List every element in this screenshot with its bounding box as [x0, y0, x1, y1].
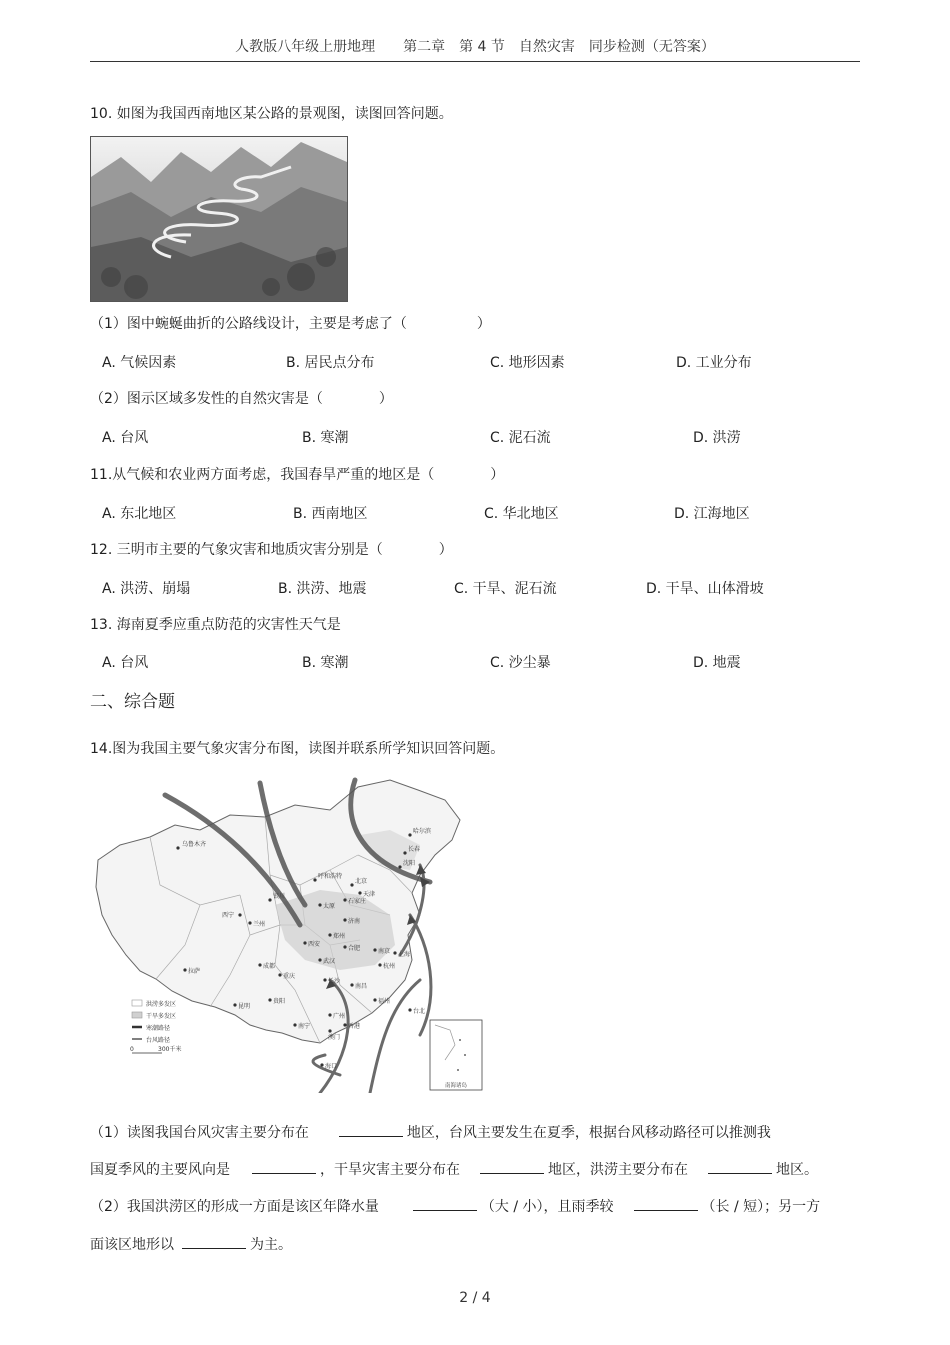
map-city-label: 长沙	[328, 978, 341, 985]
legend-cold-wave: 寒潮路径	[146, 1025, 171, 1032]
map-city-label: 石家庄	[348, 898, 367, 905]
legend-typhoon: 台风路径	[146, 1037, 171, 1044]
q10-1-option-a[interactable]: A. 气候因素	[102, 355, 177, 371]
header-rule	[90, 61, 860, 62]
china-disaster-map	[90, 775, 485, 1093]
map-city-label: 南宁	[298, 1023, 311, 1030]
q14-text: ，干旱灾害主要分布在	[320, 1162, 460, 1178]
q10-1-option-b[interactable]: B. 居民点分布	[286, 355, 375, 371]
blank-flood-area[interactable]	[708, 1161, 772, 1174]
q14-text: 面该区地形以	[90, 1237, 174, 1253]
legend-drought: 干旱多发区	[146, 1013, 177, 1020]
map-city-label: 澳门	[328, 1034, 341, 1041]
page-number: 2 / 4	[459, 1290, 491, 1306]
q13-option-a[interactable]: A. 台风	[102, 655, 149, 671]
q11-option-a[interactable]: A. 东北地区	[102, 506, 177, 522]
blank-rainy-season[interactable]	[634, 1198, 698, 1211]
question-10-stem: 10. 如图为我国西南地区某公路的景观图，读图回答问题。	[90, 106, 453, 122]
q10-2-option-a[interactable]: A. 台风	[102, 430, 149, 446]
q13-option-c[interactable]: C. 沙尘暴	[490, 655, 551, 671]
q10-2-option-d[interactable]: D. 洪涝	[693, 430, 741, 446]
map-city-label: 郑州	[333, 933, 346, 940]
question-10-2-stem: （2）图示区域多发性的自然灾害是（ ）	[90, 391, 393, 407]
q12-option-c[interactable]: C. 干旱、泥石流	[454, 581, 557, 597]
q14-text: 地区。	[776, 1162, 818, 1178]
question-14-line-3	[90, 1196, 820, 1216]
q12-option-d[interactable]: D. 干旱、山体滑坡	[646, 581, 764, 597]
map-city-label: 天津	[363, 891, 376, 898]
map-city-label: 福州	[378, 998, 391, 1005]
map-city-label: 海口	[325, 1063, 338, 1070]
question-14-stem: 14.图为我国主要气象灾害分布图，读图并联系所学知识回答问题。	[90, 741, 505, 757]
inset-label: 南海诸岛	[445, 1083, 468, 1089]
map-city-label: 兰州	[253, 921, 266, 928]
q11-option-d[interactable]: D. 江海地区	[674, 506, 750, 522]
blank-terrain[interactable]	[182, 1236, 246, 1249]
question-12-stem: 12. 三明市主要的气象灾害和地质灾害分别是（ ）	[90, 542, 453, 558]
q12-option-a[interactable]: A. 洪涝、崩塌	[102, 581, 191, 597]
map-city-label: 重庆	[283, 973, 296, 980]
section-heading: 二、综合题	[90, 692, 175, 712]
road-landscape-photo	[90, 136, 348, 302]
map-city-label: 台北	[413, 1008, 426, 1015]
q14-text: （大 / 小），且雨季较	[480, 1199, 614, 1215]
map-city-label: 昆明	[238, 1003, 251, 1010]
map-city-label: 广州	[333, 1013, 346, 1020]
q13-option-b[interactable]: B. 寒潮	[302, 655, 349, 671]
blank-typhoon-area[interactable]	[339, 1124, 403, 1137]
map-city-label: 沈阳	[403, 860, 416, 867]
map-city-label: 哈尔滨	[413, 828, 432, 835]
map-city-label: 银川	[273, 893, 286, 900]
map-city-label: 南昌	[355, 983, 368, 990]
question-14-line-1	[90, 1122, 771, 1142]
page-header: 人教版八年级上册地理 第二章 第 4 节 自然灾害 同步检测（无答案）	[235, 39, 715, 55]
question-11-stem: 11.从气候和农业两方面考虑，我国春旱严重的地区是（ ）	[90, 467, 505, 483]
q10-2-option-c[interactable]: C. 泥石流	[490, 430, 551, 446]
map-city-label: 成都	[263, 963, 276, 970]
question-13-stem: 13. 海南夏季应重点防范的灾害性天气是	[90, 617, 341, 633]
q12-option-b[interactable]: B. 洪涝、地震	[278, 581, 367, 597]
scale-start: 0	[130, 1046, 134, 1053]
question-14-line-4	[90, 1234, 292, 1254]
blank-precipitation[interactable]	[413, 1198, 477, 1211]
map-city-label: 长春	[408, 846, 421, 853]
q10-2-option-b[interactable]: B. 寒潮	[302, 430, 349, 446]
q14-text: 地区，洪涝主要分布在	[548, 1162, 688, 1178]
q14-text: （长 / 短）；另一方	[701, 1199, 821, 1215]
q10-1-option-c[interactable]: C. 地形因素	[490, 355, 565, 371]
q14-text: 为主。	[250, 1237, 292, 1253]
q14-text: （2）我国洪涝区的形成一方面是该区年降水量	[90, 1199, 379, 1215]
q11-option-b[interactable]: B. 西南地区	[293, 506, 368, 522]
scale-end: 300千米	[158, 1046, 182, 1053]
q14-text: 地区，台风主要发生在夏季，根据台风移动路径可以推测我	[406, 1125, 771, 1141]
question-10-1-stem: （1）图中蜿蜒曲折的公路线设计，主要是考虑了（ ）	[90, 316, 491, 332]
q11-option-c[interactable]: C. 华北地区	[484, 506, 559, 522]
map-city-label: 乌鲁木齐	[182, 841, 207, 848]
map-city-label: 西安	[308, 941, 321, 948]
map-city-label: 合肥	[348, 945, 361, 952]
map-city-label: 呼和浩特	[318, 873, 343, 880]
map-city-label: 济南	[348, 918, 361, 925]
q14-text: 国夏季风的主要风向是	[90, 1162, 230, 1178]
map-city-label: 武汉	[323, 958, 336, 965]
map-city-label: 杭州	[383, 963, 396, 970]
question-14-line-2	[90, 1159, 818, 1179]
map-city-label: 北京	[355, 878, 368, 885]
map-legend	[130, 1000, 181, 1053]
q14-text: （1）读图我国台风灾害主要分布在	[90, 1125, 309, 1141]
map-city-label: 南京	[378, 948, 391, 955]
map-city-label: 西宁	[222, 912, 235, 919]
map-city-label: 拉萨	[188, 968, 201, 975]
map-city-label: 香港	[348, 1023, 361, 1030]
blank-drought-area[interactable]	[480, 1161, 544, 1174]
map-city-label: 上海	[398, 951, 411, 958]
legend-flood: 洪涝多发区	[146, 1001, 177, 1008]
q13-option-d[interactable]: D. 地震	[693, 655, 741, 671]
q10-1-option-d[interactable]: D. 工业分布	[676, 355, 752, 371]
map-city-label: 太原	[323, 903, 336, 910]
map-city-label: 贵阳	[273, 998, 286, 1005]
blank-summer-monsoon-direction[interactable]	[252, 1161, 316, 1174]
